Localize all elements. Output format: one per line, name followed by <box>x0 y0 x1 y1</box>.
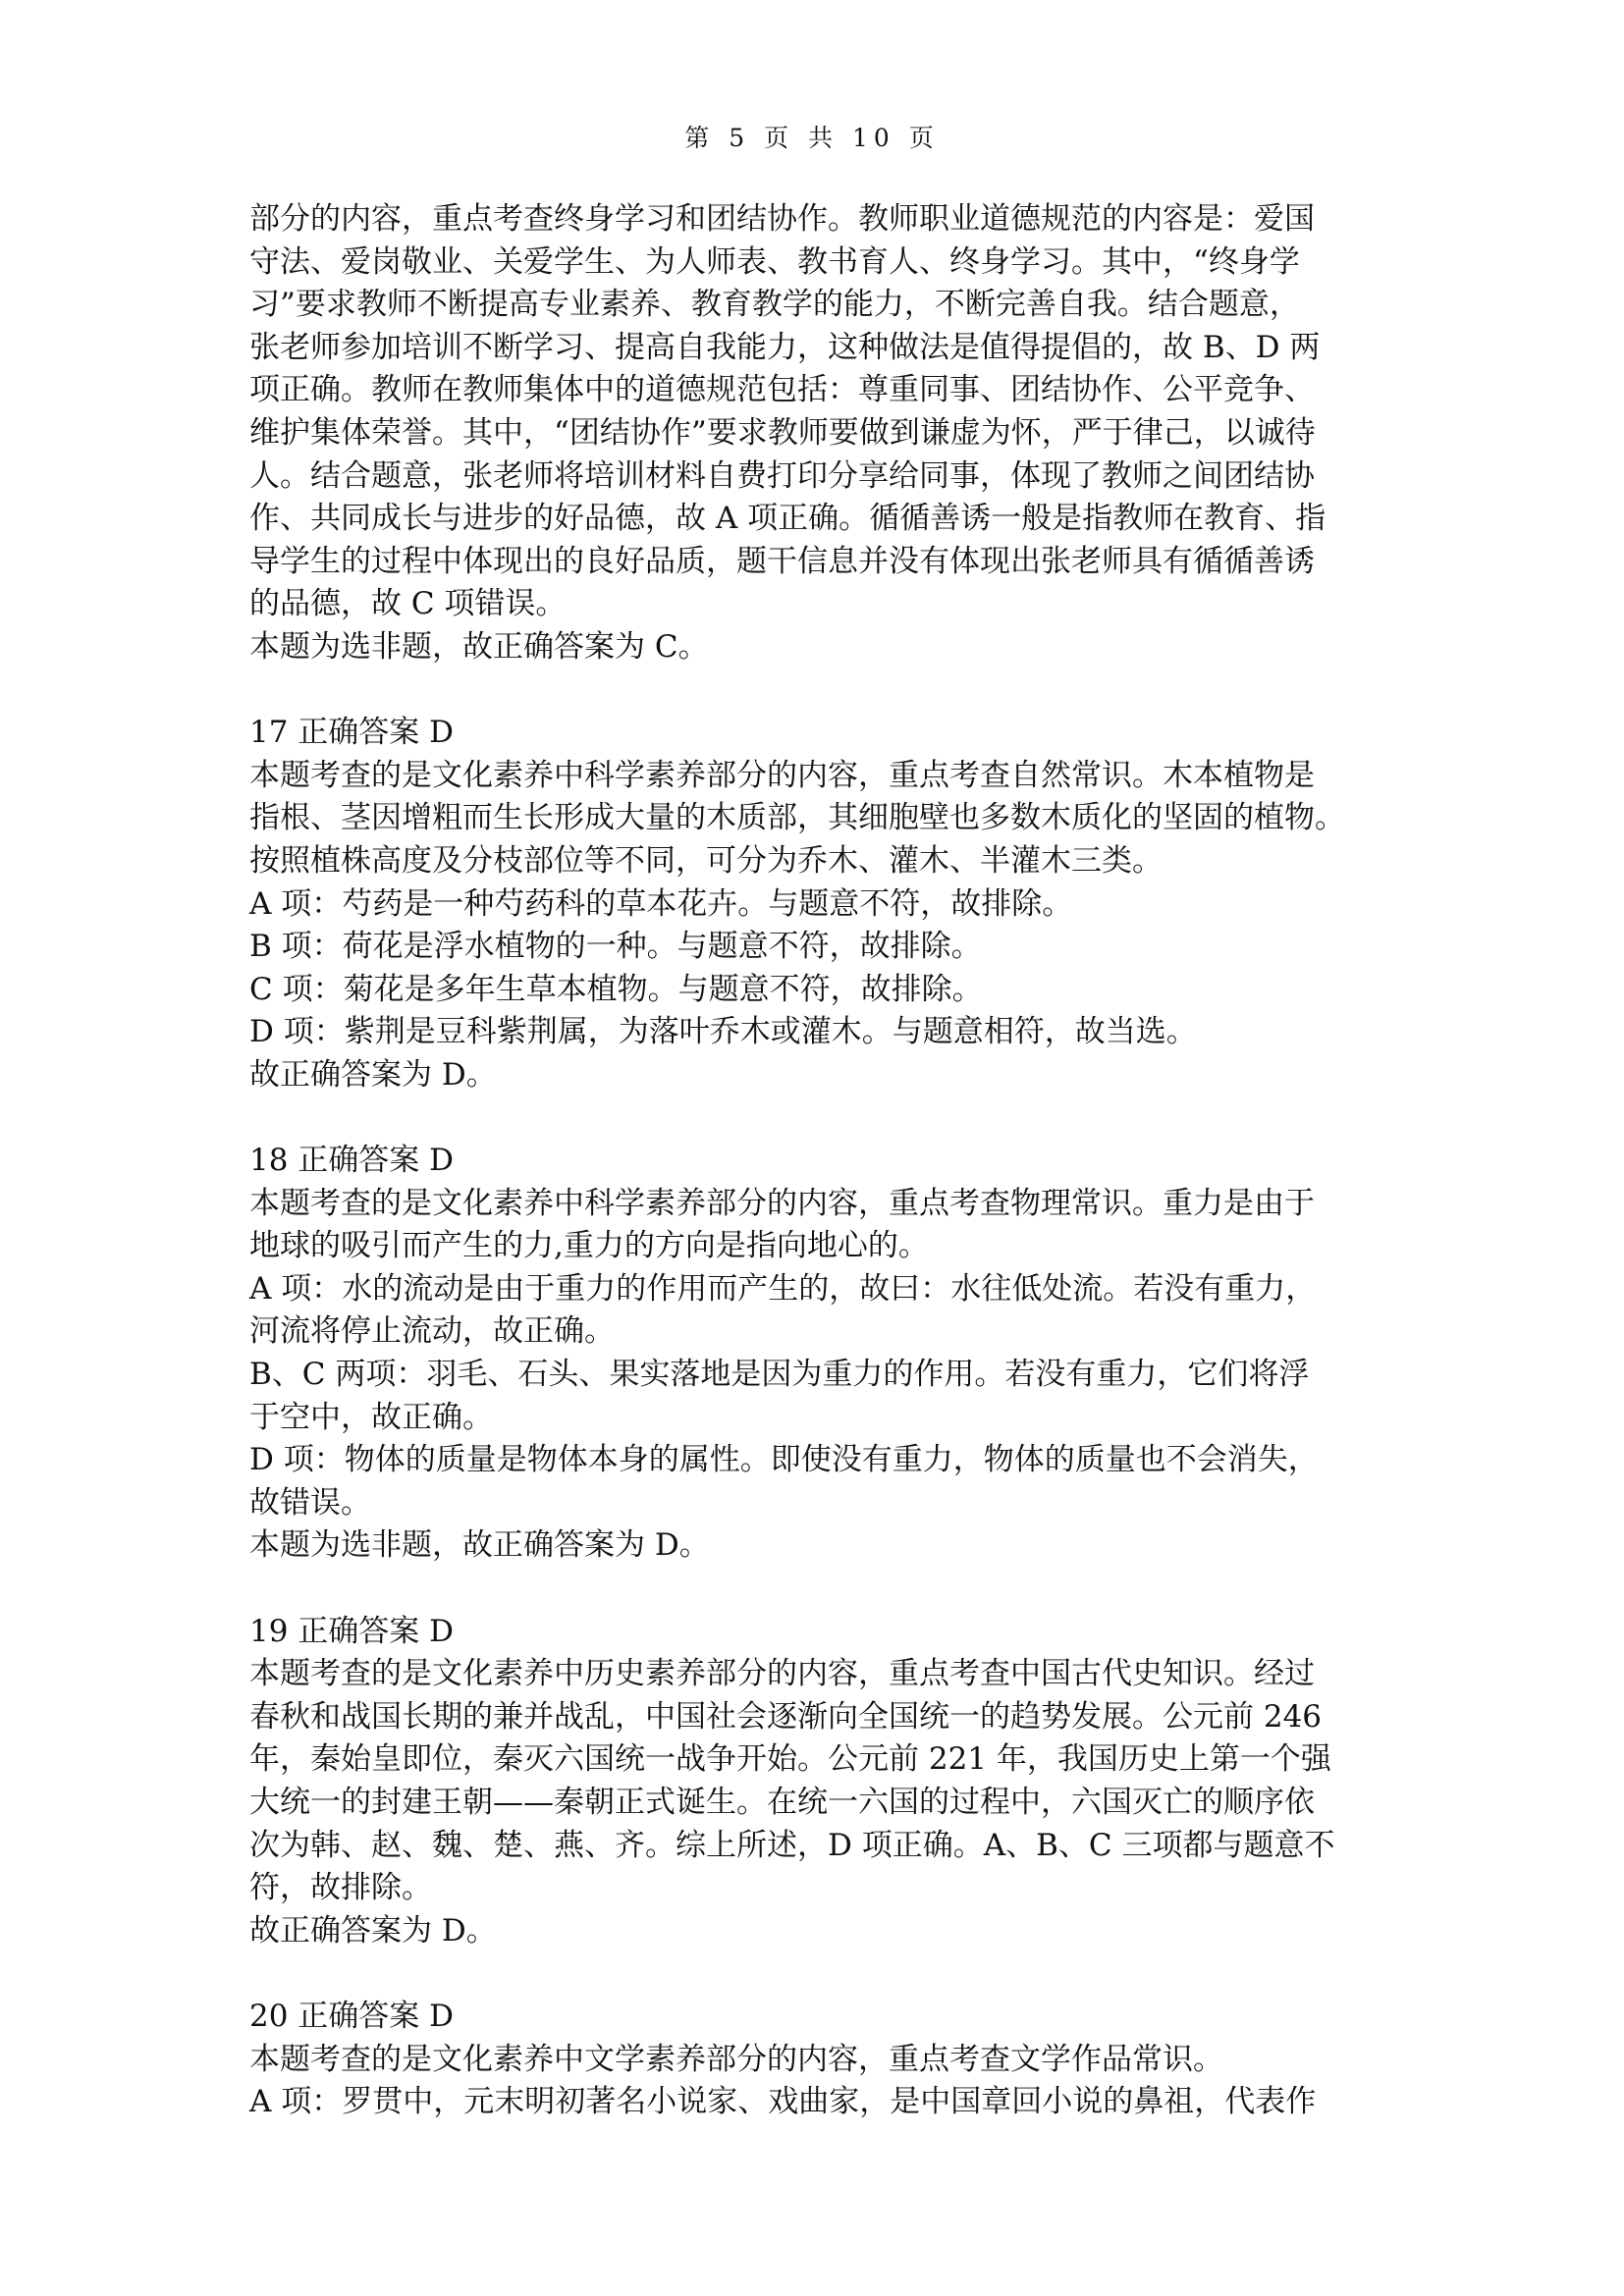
text-line: 本题考查的是文化素养中历史素养部分的内容，重点考查中国古代史知识。经过 <box>249 1656 1315 1692</box>
text-line: 守法、爱岗敬业、关爱学生、为人师表、教书育人、终身学习。其中，“终身学 <box>249 243 1300 280</box>
text-line: 项正确。教师在教师集体中的道德规范包括：尊重同事、团结协作、公平竞争、 <box>249 372 1315 408</box>
question-heading: 17 正确答案 D <box>249 715 455 751</box>
text-line: 符，故排除。 <box>249 1870 432 1906</box>
option-line: A 项：水的流动是由于重力的作用而产生的，故曰：水往低处流。若没有重力， <box>249 1270 1317 1307</box>
text-line: 故错误。 <box>249 1484 371 1521</box>
option-line: A 项：芍药是一种芍药科的草本花卉。与题意不符，故排除。 <box>249 885 1073 922</box>
text-line: 维护集体荣誉。其中，“团结协作”要求教师要做到谦虚为怀，严于律己，以诚待 <box>249 414 1316 451</box>
text-line: 春秋和战国长期的兼并战乱，中国社会逐渐向全国统一的趋势发展。公元前 246 <box>249 1698 1323 1735</box>
text-line: 地球的吸引而产生的力,重力的方向是指向地心的。 <box>249 1228 929 1264</box>
text-line: 大统一的封建王朝——秦朝正式诞生。在统一六国的过程中，六国灭亡的顺序依 <box>249 1784 1315 1820</box>
text-line: 本题考查的是文化素养中科学素养部分的内容，重点考查自然常识。木本植物是 <box>249 757 1315 793</box>
option-line: C 项：菊花是多年生草本植物。与题意不符，故排除。 <box>249 971 983 1007</box>
text-line: 年，秦始皇即位，秦灭六国统一战争开始。公元前 221 年，我国历史上第一个强 <box>249 1741 1331 1778</box>
option-line: B、C 两项：羽毛、石头、果实落地是因为重力的作用。若没有重力，它们将浮 <box>249 1357 1310 1393</box>
option-line: A 项：罗贯中，元末明初著名小说家、戏曲家，是中国章回小说的鼻祖，代表作 <box>249 2084 1317 2120</box>
answer-conclusion: 故正确答案为 D。 <box>249 1912 497 1949</box>
text-line: 按照植株高度及分枝部位等不同，可分为乔木、灌木、半灌木三类。 <box>249 842 1163 879</box>
answer-conclusion: 故正确答案为 D。 <box>249 1056 497 1093</box>
document-body <box>249 198 1388 2124</box>
text-line: 张老师参加培训不断学习、提高自我能力，这种做法是值得提倡的，故 B、D 两 <box>249 329 1321 365</box>
option-line: D 项：物体的质量是物体本身的属性。即使没有重力，物体的质量也不会消失， <box>249 1442 1319 1478</box>
text-line: 人。结合题意，张老师将培训材料自费打印分享给同事，体现了教师之间团结协 <box>249 457 1315 494</box>
text-line: 部分的内容，重点考查终身学习和团结协作。教师职业道德规范的内容是：爱国 <box>249 201 1315 237</box>
text-line: 指根、茎因增粗而生长形成大量的木质部，其细胞壁也多数木质化的坚固的植物。 <box>249 800 1345 836</box>
question-heading: 18 正确答案 D <box>249 1143 455 1179</box>
text-line: 本题考查的是文化素养中文学素养部分的内容，重点考查文学作品常识。 <box>249 2041 1223 2077</box>
text-line: 于空中，故正确。 <box>249 1399 493 1435</box>
option-line: B 项：荷花是浮水植物的一种。与题意不符，故排除。 <box>249 929 982 965</box>
question-heading: 19 正确答案 D <box>249 1613 455 1649</box>
text-line: 作、共同成长与进步的好品德，故 A 项正确。循循善诱一般是指教师在教育、指 <box>249 501 1326 537</box>
option-line: D 项：紫荆是豆科紫荆属，为落叶乔木或灌木。与题意相符，故当选。 <box>249 1014 1197 1050</box>
question-heading: 20 正确答案 D <box>249 1998 455 2034</box>
text-line: 本题考查的是文化素养中科学素养部分的内容，重点考查物理常识。重力是由于 <box>249 1185 1315 1221</box>
text-line: 次为韩、赵、魏、楚、燕、齐。综上所述，D 项正确。A、B、C 三项都与题意不 <box>249 1827 1335 1863</box>
text-line: 习”要求教师不断提高专业素养、教育教学的能力，不断完善自我。结合题意， <box>249 287 1300 323</box>
answer-conclusion: 本题为选非题，故正确答案为 C。 <box>249 628 709 665</box>
text-line: 河流将停止流动，故正确。 <box>249 1313 615 1350</box>
text-line: 的品德，故 C 项错误。 <box>249 586 567 622</box>
answer-conclusion: 本题为选非题，故正确答案为 D。 <box>249 1527 710 1564</box>
page-header: 第 5 页 共 10 页 <box>684 124 940 152</box>
text-line: 导学生的过程中体现出的良好品质，题干信息并没有体现出张老师具有循循善诱 <box>249 543 1315 579</box>
